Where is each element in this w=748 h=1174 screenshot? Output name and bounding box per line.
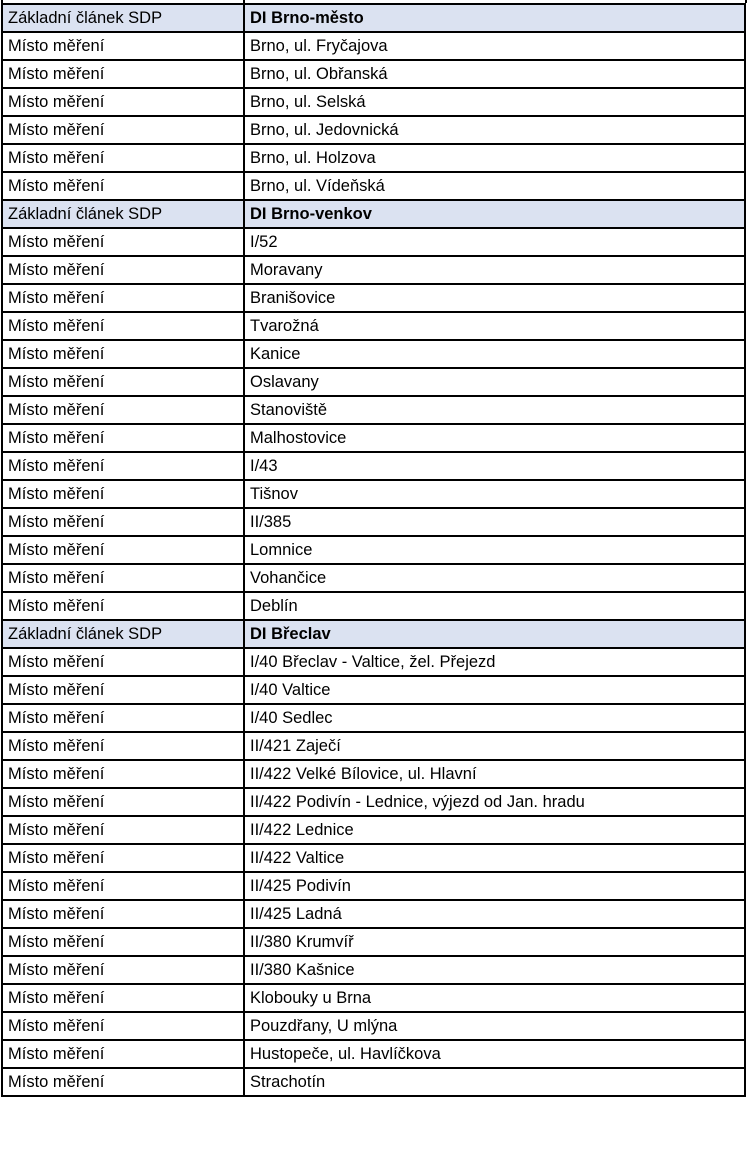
table-row xyxy=(2,844,745,872)
table-row xyxy=(2,116,745,144)
row-value: II/425 Ladná xyxy=(244,900,745,928)
row-label: Místo měření xyxy=(2,788,244,816)
row-value: Brno, ul. Selská xyxy=(244,88,745,116)
row-value: Deblín xyxy=(244,592,745,620)
row-value: I/40 Sedlec xyxy=(244,704,745,732)
row-value: Tvarožná xyxy=(244,312,745,340)
table-body xyxy=(2,4,745,1096)
row-value: II/421 Zaječí xyxy=(244,732,745,760)
row-value: Hustopeče, ul. Havlíčkova xyxy=(244,1040,745,1068)
measurement-sites-table xyxy=(1,3,746,1097)
row-label: Místo měření xyxy=(2,844,244,872)
row-label: Místo měření xyxy=(2,480,244,508)
row-label: Místo měření xyxy=(2,564,244,592)
table-row xyxy=(2,900,745,928)
table-row xyxy=(2,284,745,312)
row-label: Místo měření xyxy=(2,1040,244,1068)
row-label: Místo měření xyxy=(2,1012,244,1040)
row-value: II/422 Valtice xyxy=(244,844,745,872)
table-row xyxy=(2,788,745,816)
table-row xyxy=(2,144,745,172)
group-header-row xyxy=(2,4,745,32)
table-row xyxy=(2,564,745,592)
group-label: Základní článek SDP xyxy=(2,200,244,228)
row-label: Místo měření xyxy=(2,872,244,900)
table-row xyxy=(2,536,745,564)
group-label: Základní článek SDP xyxy=(2,620,244,648)
row-value: Malhostovice xyxy=(244,424,745,452)
table-row xyxy=(2,172,745,200)
row-value: Brno, ul. Obřanská xyxy=(244,60,745,88)
group-header-row xyxy=(2,200,745,228)
row-label: Místo měření xyxy=(2,88,244,116)
row-label: Místo měření xyxy=(2,732,244,760)
row-label: Místo měření xyxy=(2,676,244,704)
table-row xyxy=(2,368,745,396)
table-row xyxy=(2,1040,745,1068)
row-label: Místo měření xyxy=(2,536,244,564)
row-label: Místo měření xyxy=(2,116,244,144)
table-row xyxy=(2,424,745,452)
table-row xyxy=(2,704,745,732)
row-label: Místo měření xyxy=(2,508,244,536)
table-row xyxy=(2,648,745,676)
row-value: Kanice xyxy=(244,340,745,368)
table-row xyxy=(2,732,745,760)
table-row xyxy=(2,1012,745,1040)
row-value: Moravany xyxy=(244,256,745,284)
row-value: Brno, ul. Fryčajova xyxy=(244,32,745,60)
group-name: DI Brno-venkov xyxy=(244,200,745,228)
table-row xyxy=(2,676,745,704)
table-row xyxy=(2,1068,745,1096)
row-value: II/385 xyxy=(244,508,745,536)
table-row xyxy=(2,60,745,88)
table-row xyxy=(2,508,745,536)
row-label: Místo měření xyxy=(2,928,244,956)
row-label: Místo měření xyxy=(2,340,244,368)
row-value: II/422 Podivín - Lednice, výjezd od Jan. hradu xyxy=(244,788,745,816)
group-name: DI Brno-město xyxy=(244,4,745,32)
row-label: Místo měření xyxy=(2,172,244,200)
row-label: Místo měření xyxy=(2,256,244,284)
table-row xyxy=(2,452,745,480)
row-value: I/52 xyxy=(244,228,745,256)
row-label: Místo měření xyxy=(2,956,244,984)
table-row xyxy=(2,872,745,900)
table-row xyxy=(2,592,745,620)
row-label: Místo měření xyxy=(2,228,244,256)
row-value: II/380 Kašnice xyxy=(244,956,745,984)
row-value: II/380 Krumvíř xyxy=(244,928,745,956)
row-value: Brno, ul. Holzova xyxy=(244,144,745,172)
table-row xyxy=(2,340,745,368)
row-value: Stanoviště xyxy=(244,396,745,424)
row-value: II/422 Lednice xyxy=(244,816,745,844)
table-row xyxy=(2,760,745,788)
row-value: Oslavany xyxy=(244,368,745,396)
group-name: DI Břeclav xyxy=(244,620,745,648)
row-label: Místo měření xyxy=(2,312,244,340)
row-label: Místo měření xyxy=(2,144,244,172)
row-value: I/40 Valtice xyxy=(244,676,745,704)
row-label: Místo měření xyxy=(2,1068,244,1096)
row-label: Místo měření xyxy=(2,60,244,88)
row-value: Branišovice xyxy=(244,284,745,312)
table-row xyxy=(2,984,745,1012)
row-value: Pouzdřany, U mlýna xyxy=(244,1012,745,1040)
row-label: Místo měření xyxy=(2,32,244,60)
table-row xyxy=(2,928,745,956)
row-value: II/425 Podivín xyxy=(244,872,745,900)
row-label: Místo měření xyxy=(2,900,244,928)
row-value: I/43 xyxy=(244,452,745,480)
table-row xyxy=(2,480,745,508)
row-label: Místo měření xyxy=(2,284,244,312)
row-value: Lomnice xyxy=(244,536,745,564)
table-row xyxy=(2,956,745,984)
row-label: Místo měření xyxy=(2,760,244,788)
row-label: Místo měření xyxy=(2,396,244,424)
table-row xyxy=(2,256,745,284)
group-label: Základní článek SDP xyxy=(2,4,244,32)
table-row xyxy=(2,312,745,340)
row-value: Klobouky u Brna xyxy=(244,984,745,1012)
row-label: Místo měření xyxy=(2,704,244,732)
row-value: I/40 Břeclav - Valtice, žel. Přejezd xyxy=(244,648,745,676)
row-label: Místo měření xyxy=(2,648,244,676)
row-value: Tišnov xyxy=(244,480,745,508)
row-label: Místo měření xyxy=(2,368,244,396)
row-label: Místo měření xyxy=(2,452,244,480)
row-label: Místo měření xyxy=(2,816,244,844)
row-label: Místo měření xyxy=(2,424,244,452)
table-row xyxy=(2,88,745,116)
group-header-row xyxy=(2,620,745,648)
table-row xyxy=(2,32,745,60)
table-row xyxy=(2,396,745,424)
table-row xyxy=(2,228,745,256)
row-value: Brno, ul. Vídeňská xyxy=(244,172,745,200)
row-value: Strachotín xyxy=(244,1068,745,1096)
row-label: Místo měření xyxy=(2,592,244,620)
row-value: II/422 Velké Bílovice, ul. Hlavní xyxy=(244,760,745,788)
table-row xyxy=(2,816,745,844)
row-value: Brno, ul. Jedovnická xyxy=(244,116,745,144)
row-label: Místo měření xyxy=(2,984,244,1012)
row-value: Vohančice xyxy=(244,564,745,592)
